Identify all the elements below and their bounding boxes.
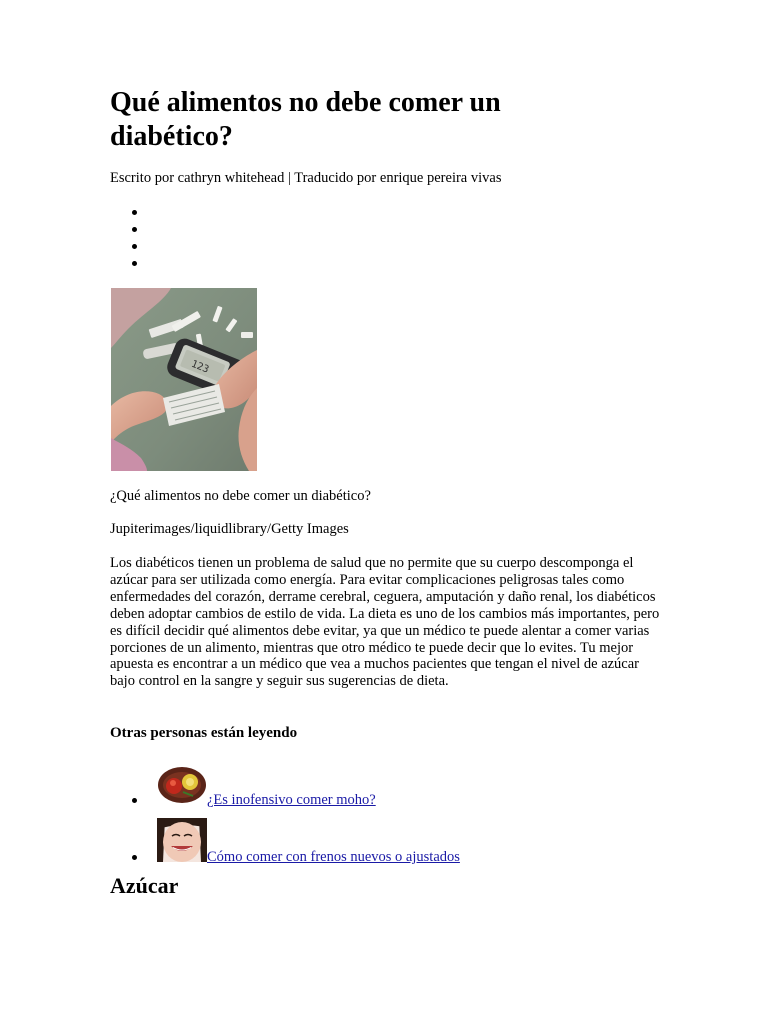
- food-plate-thumbnail-icon[interactable]: [157, 766, 207, 804]
- article-byline: Escrito por cathryn whitehead | Traducido por enrique pereira vivas: [110, 170, 502, 186]
- article-paragraph: Los diabéticos tienen un problema de salud que no permite que su cuerpo descomponga el azúcar para ser utilizada como energía. Para evitar complicaciones peligrosas tales como enfermedades del corazón, derrame cerebral, ceguera, amputación y daño renal, los diabéticos deben adoptar cambios de estilo de vida. La dieta es uno de los cambios más importantes, pero es difícil decidir qué alimentos debe evitar, ya que un médico te puede alentar a comer varias porciones de un alimento, mientras que otro médico te puede decir que lo evites. Tu mejor apuesta es encontrar a un médico que vea a muchos pacientes que tengan el nivel de azúcar bajo control en la sangre y seguir sus sugerencias de dieta.: [110, 555, 660, 690]
- empty-bullet: [132, 255, 142, 272]
- empty-bullet: [132, 204, 142, 221]
- svg-text:123: 123: [189, 358, 211, 376]
- related-link[interactable]: ¿Es inofensivo comer moho?: [207, 792, 376, 808]
- smiling-face-thumbnail-icon[interactable]: [157, 818, 207, 862]
- related-list: [132, 764, 632, 864]
- related-link[interactable]: Cómo comer con frenos nuevos o ajustados: [207, 849, 460, 865]
- article-title: Qué alimentos no debe comer un diabético?: [110, 87, 501, 152]
- related-heading: Otras personas están leyendo: [110, 725, 298, 741]
- section-heading: Azúcar: [110, 873, 179, 898]
- image-credit: Jupiterimages/liquidlibrary/Getty Images: [110, 521, 349, 537]
- glucose-meter-photo: [111, 288, 257, 471]
- related-item[interactable]: [132, 764, 632, 812]
- empty-bullet: [132, 221, 142, 238]
- bullet-dot: [132, 855, 137, 860]
- empty-bullet-list: [132, 204, 142, 272]
- bullet-dot: [132, 798, 137, 803]
- image-caption: ¿Qué alimentos no debe comer un diabético?: [110, 488, 371, 504]
- empty-bullet: [132, 238, 142, 255]
- related-item[interactable]: [132, 814, 632, 865]
